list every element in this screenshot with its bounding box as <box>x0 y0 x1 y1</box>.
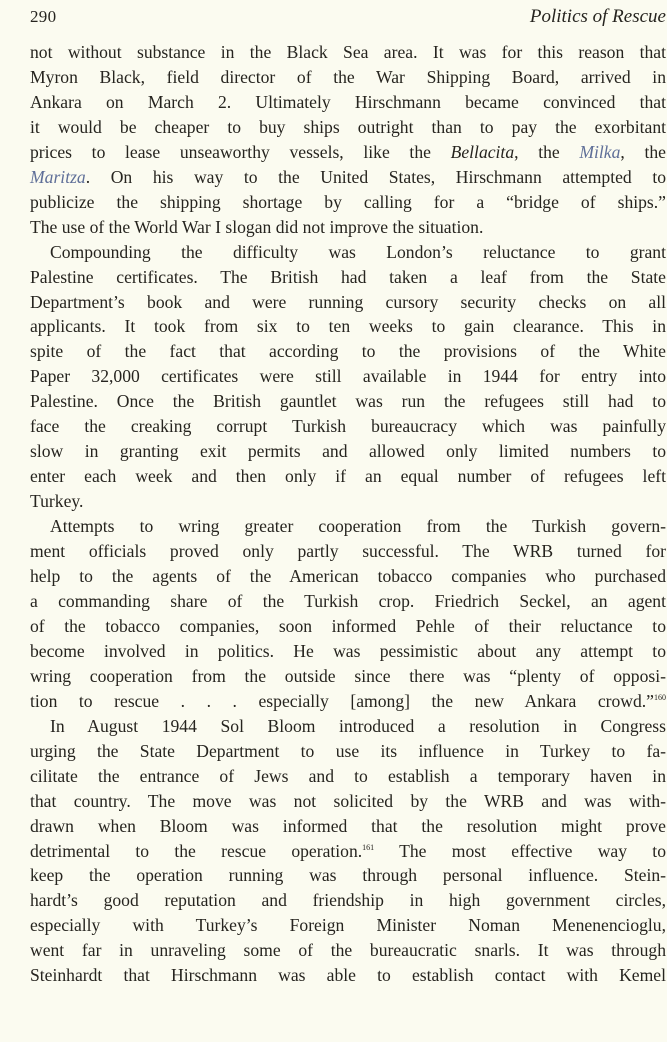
page-number: 290 <box>30 7 57 26</box>
ship-name: Maritza <box>30 166 86 187</box>
text-line: Steinhardt that Hirschmann was able to establish contact with Kemel <box>30 965 666 986</box>
paragraph-2 <box>30 240 666 514</box>
text-line: Compounding the difficulty was London’s reluctance to grant <box>50 241 666 262</box>
text-line: that country. The move was not solicited by the WRB and was with- <box>30 790 666 811</box>
text-line: help to the agents of the American tobacco companies who purchased <box>30 566 666 587</box>
text-line: become involved in politics. He was pessimistic about any attempt to <box>30 640 666 661</box>
text-line: wring cooperation from the outside since there was “plenty of opposi- <box>30 665 666 686</box>
text-line <box>30 689 666 714</box>
text-line: In August 1944 Sol Bloom introduced a resolution in Congress <box>50 715 666 736</box>
text-line: went far in unraveling some of the bureaucratic snarls. It was through <box>30 940 666 961</box>
text-line: slow in granting exit permits and allowed only limited numbers to <box>30 441 666 462</box>
text-line: drawn when Bloom was informed that the resolution might prove <box>30 815 666 836</box>
text-line: it would be cheaper to buy ships outright than to pay the exorbitant <box>30 116 666 137</box>
text-line: Palestine certificates. The British had taken a leaf from the State <box>30 266 666 287</box>
paragraph-3 <box>30 514 666 714</box>
text-line: publicize the shipping shortage by calling for a “bridge of ships.” <box>30 191 666 212</box>
text-line: not without substance in the Black Sea area. It was for this reason that <box>30 42 666 62</box>
text-line: The use of the World War I slogan did not improve the situation. <box>30 216 484 237</box>
text-run: tion to rescue . . . especially [among] the new Ankara crowd.” <box>30 690 654 711</box>
text-line: hardt’s good reputation and friendship in high government circles, <box>30 890 666 911</box>
text-line <box>30 839 666 864</box>
text-line: applicants. It took from six to ten weeks to gain clearance. This in <box>30 316 666 337</box>
text-line: Attempts to wring greater cooperation from the Turkish govern- <box>50 516 666 537</box>
text-line: Palestine. Once the British gauntlet was run the refugees still had to <box>30 391 666 412</box>
text-run: The most effective way to <box>374 840 666 861</box>
text-run: detrimental to the rescue operation. <box>30 840 363 861</box>
text-line: of the tobacco companies, soon informed Pehle of their reluctance to <box>30 615 666 636</box>
text-run: . On his way to the United States, Hirschmann attempted to <box>85 166 666 187</box>
text-line: Paper 32,000 certificates were still available in 1944 for entry into <box>30 366 666 387</box>
text-line: Myron Black, field director of the War Shipping Board, arrived in <box>30 66 666 87</box>
text-line: a commanding share of the Turkish crop. Friedrich Seckel, an agent <box>30 590 666 611</box>
text-line: face the creaking corrupt Turkish bureaucracy which was painfully <box>30 416 666 437</box>
ship-name: Milka <box>579 141 621 162</box>
text-run: , the <box>514 141 580 162</box>
text-line: enter each week and then only if an equal number of refugees left <box>30 466 666 487</box>
text-run: , the <box>620 141 666 162</box>
paragraph-1 <box>30 40 666 240</box>
text-line: cilitate the entrance of Jews and to establish a temporary haven in <box>30 765 666 786</box>
text-run: prices to lease unseaworthy vessels, like the <box>30 141 451 162</box>
text-line: Ankara on March 2. Ultimately Hirschmann became convinced that <box>30 91 666 112</box>
footnote-ref: 161 <box>362 842 375 852</box>
text-line <box>30 165 666 190</box>
paragraph-4 <box>30 714 666 988</box>
text-line: especially with Turkey’s Foreign Minister Noman Menenencioglu, <box>30 915 666 936</box>
text-line: Department’s book and were running cursory security checks on all <box>30 291 666 312</box>
page-header <box>30 6 666 40</box>
running-head: Politics of Rescue <box>529 6 666 27</box>
text-line: ment officials proved only partly successful. The WRB turned for <box>30 541 666 562</box>
ship-name: Bellacita <box>450 141 515 162</box>
text-line: urging the State Department to use its influence in Turkey to fa- <box>30 740 666 761</box>
footnote-ref: 160 <box>654 692 666 702</box>
text-line: spite of the fact that according to the provisions of the White <box>30 341 666 362</box>
body-text <box>30 40 666 988</box>
text-line: keep the operation running was through personal influence. Stein- <box>30 865 666 886</box>
text-line <box>30 140 666 165</box>
text-line: Turkey. <box>30 491 84 512</box>
